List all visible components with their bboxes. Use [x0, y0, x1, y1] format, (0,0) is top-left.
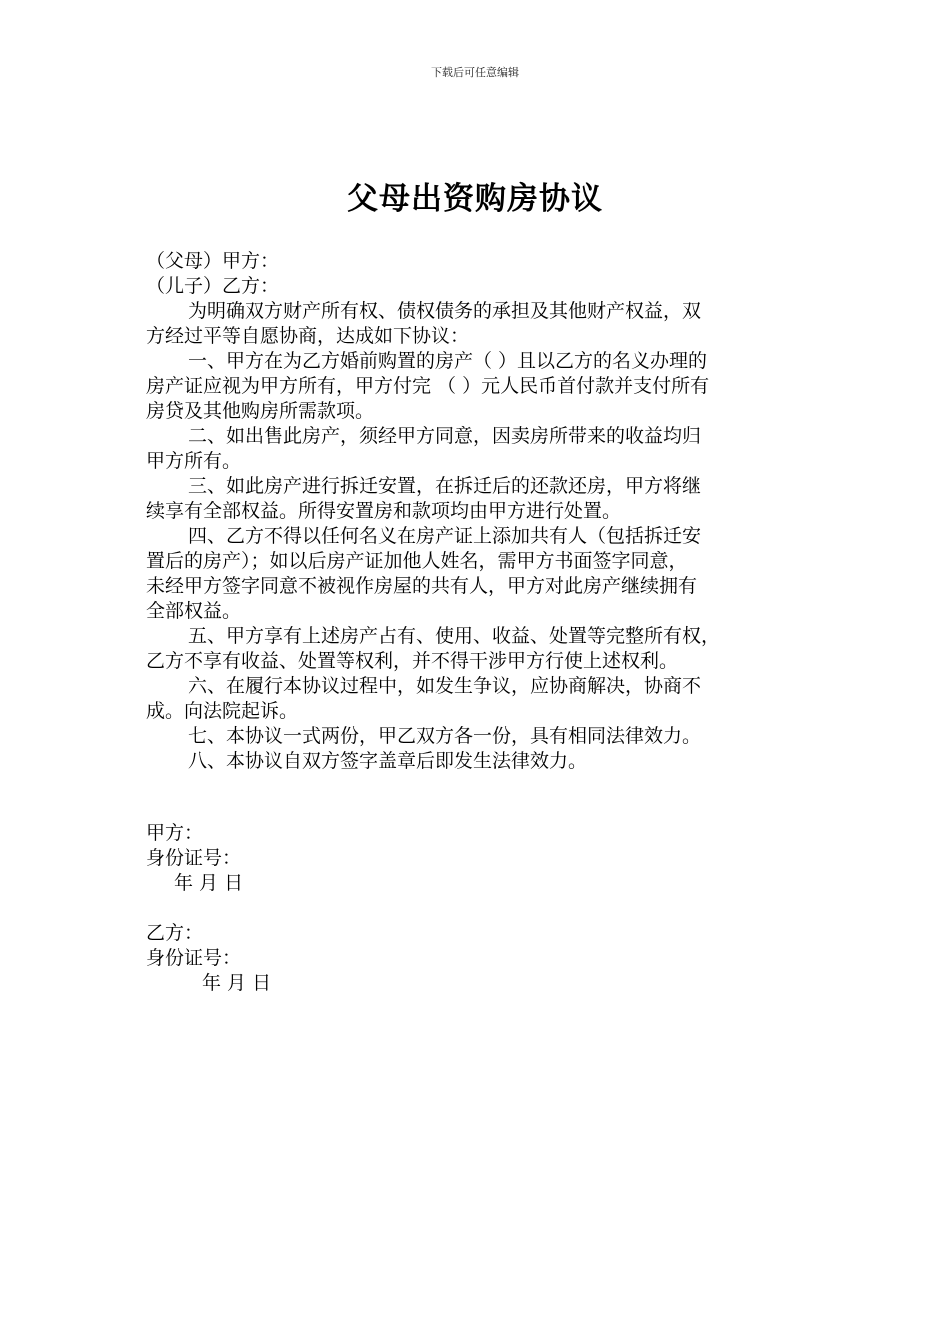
agreement-text-line: 乙方不享有收益、处置等权利，并不得干涉甲方行使上述权利。	[146, 650, 679, 672]
agreement-text-line: 三、如此房产进行拆迁安置，在拆迁后的还款还房，甲方将继	[188, 475, 702, 497]
party-b-signature-label: 乙方：	[146, 922, 204, 944]
agreement-text-line: 房产证应视为甲方所有，甲方付完 （ ）元人民币首付款并支付所有	[146, 375, 710, 397]
party-a-id-label: 身份证号：	[146, 847, 242, 869]
agreement-text-line: 七、本协议一式两份，甲乙双方各一份，具有相同法律效力。	[188, 725, 702, 747]
agreement-text-line: 六、在履行本协议过程中，如发生争议，应协商解决，协商不	[188, 675, 702, 697]
header-note: 下载后可任意编辑	[431, 66, 519, 79]
agreement-text-line: 八、本协议自双方签字盖章后即发生法律效力。	[188, 750, 588, 772]
agreement-text-line: 方经过平等自愿协商，达成如下协议：	[146, 325, 470, 347]
body-lines	[146, 299, 826, 774]
party-b-line: （儿子）乙方：	[146, 275, 280, 297]
agreement-text-line: 置后的房产）；如以后房产证加他人姓名，需甲方书面签字同意，	[146, 550, 688, 572]
party-a-signature-label: 甲方：	[146, 822, 204, 844]
agreement-text-line: 成。向法院起诉。	[146, 700, 299, 722]
agreement-text-line: 五、甲方享有上述房产占有、使用、收益、处置等完整所有权，	[188, 625, 721, 647]
signature-block-party-a	[146, 821, 546, 896]
agreement-text-line: 二、如出售此房产，须经甲方同意，因卖房所带来的收益均归	[188, 425, 702, 447]
party-b-date: 年 月 日	[202, 972, 272, 994]
agreement-text-line: 全部权益。	[146, 600, 242, 622]
agreement-text-line: 房贷及其他购房所需款项。	[146, 400, 375, 422]
document-title: 父母出资购房协议	[347, 181, 603, 217]
signature-block-party-b	[146, 921, 546, 996]
party-a-date: 年 月 日	[174, 872, 244, 894]
agreement-text-line: 续享有全部权益。所得安置房和款项均由甲方进行处置。	[146, 500, 622, 522]
party-b-id-label: 身份证号：	[146, 947, 242, 969]
agreement-text-line: 为明确双方财产所有权、债权债务的承担及其他财产权益，双	[188, 300, 702, 322]
party-a-line: （父母）甲方：	[146, 250, 280, 272]
agreement-text-line: 一、甲方在为乙方婚前购置的房产（ ）且以乙方的名义办理的	[188, 350, 708, 372]
agreement-text-line: 甲方所有。	[146, 450, 242, 472]
agreement-text-line: 四、乙方不得以任何名义在房产证上添加共有人（包括拆迁安	[188, 525, 702, 547]
agreement-body	[146, 249, 826, 774]
agreement-text-line: 未经甲方签字同意不被视作房屋的共有人，甲方对此房产继续拥有	[146, 575, 698, 597]
